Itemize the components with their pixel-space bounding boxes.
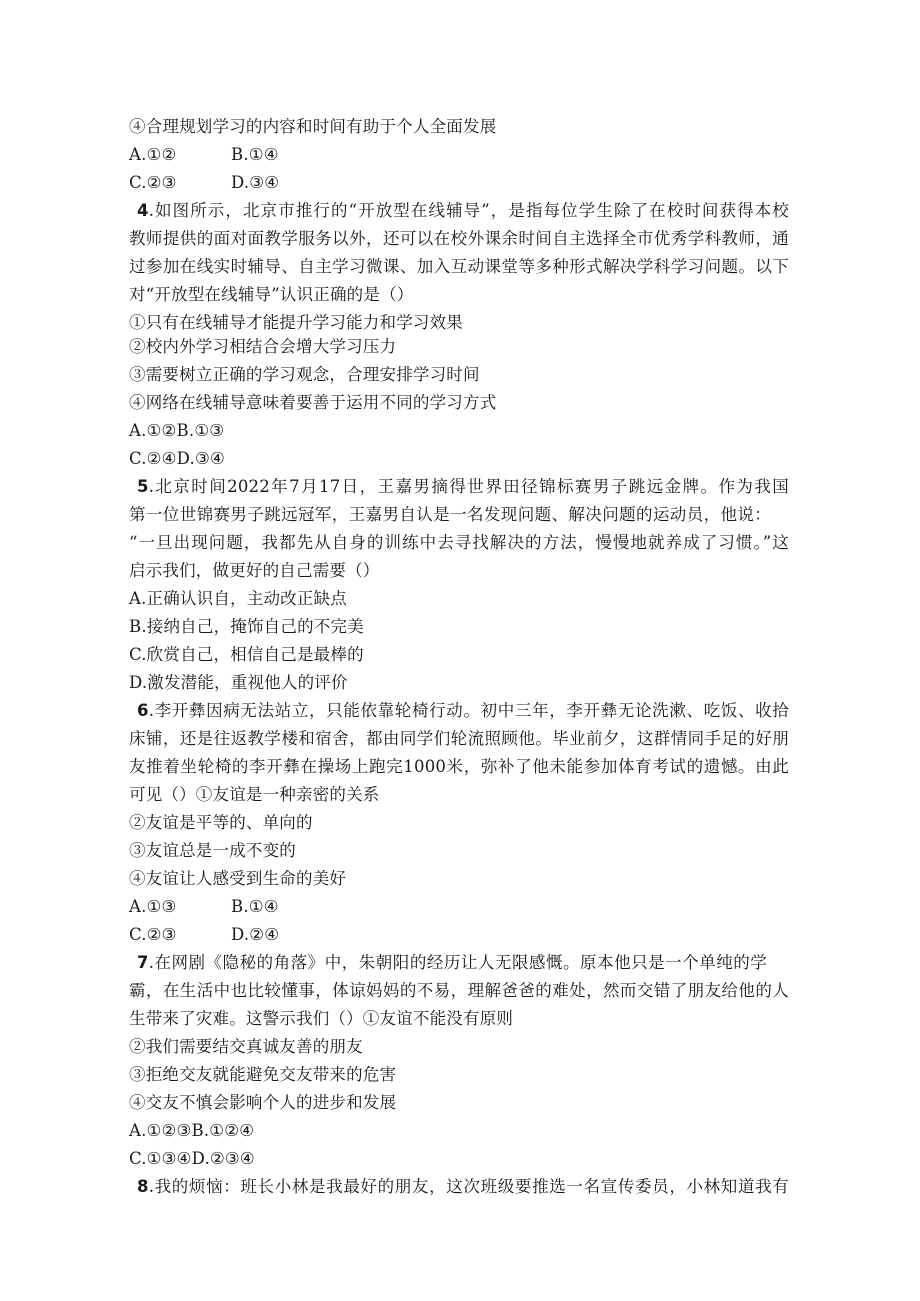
q6-stem-line-3: 友推着坐轮椅的李开彝在操场上跑完1000米，弥补了他未能参加体育考试的遗憾。由此: [129, 757, 789, 776]
q6-option-d: D.②④: [231, 925, 280, 944]
q4-item-2: ②校内外学习相结合会增大学习压力: [129, 337, 397, 356]
q5-stem-line-4: 启示我们，做更好的自己需要（）: [129, 561, 380, 580]
q7-stem-line-2: 霸，在生活中也比较懂事，体谅妈妈的不易，理解爸爸的难处，然而交错了朋友给他的人: [129, 981, 789, 1000]
q4-stem-line-1: 4.如图所示，北京市推行的“开放型在线辅导”，是指每位学生除了在校时间获得本校: [137, 201, 789, 220]
q4-item-4: ④网络在线辅导意味着要善于运用不同的学习方式: [129, 393, 497, 412]
q5-stem-line-2: 第一位世锦赛男子跳远冠军，王嘉男自认是一名发现问题、解决问题的运动员，他说：: [129, 505, 771, 524]
q3-item-4: ④合理规划学习的内容和时间有助于个人全面发展: [129, 117, 497, 136]
q5-option-d: D.激发潜能，重视他人的评价: [129, 673, 348, 692]
q7-options-ab: A.①②③B.①②④: [129, 1121, 255, 1140]
q6-item-2: ②友谊是平等的、单向的: [129, 813, 313, 832]
q6-stem-line-2: 床铺，还是往返教学楼和宿舍，都由同学们轮流照顾他。毕业前夕，这群情同手足的好朋: [129, 729, 789, 748]
q5-stem-line-3: “一旦出现问题，我都先从自身的训练中去寻找解决的方法，慢慢地就养成了习惯。”这: [129, 533, 789, 552]
q7-stem-line-3: 生带来了灾难。这警示我们（）①友谊不能没有原则: [129, 1009, 514, 1028]
q8-stem-line-1: 8.我的烦恼：班长小林是我最好的朋友，这次班级要推选一名宣传委员，小林知道我有: [137, 1177, 789, 1196]
q3-options-ab: [129, 144, 279, 166]
q4-item-1: ①只有在线辅导才能提升学习能力和学习效果: [129, 313, 463, 332]
q6-item-3: ③友谊总是一成不变的: [129, 841, 296, 860]
q7-options-cd: C.①③④D.②③④: [129, 1149, 255, 1168]
q7-item-4: ④交友不慎会影响个人的进步和发展: [129, 1093, 397, 1112]
q6-stem-line-1: 6.李开彝因病无法站立，只能依靠轮椅行动。初中三年，李开彝无论洗漱、吃饭、收拾: [137, 701, 789, 720]
q6-option-a: A.①③: [129, 897, 177, 916]
q7-item-3: ③拒绝交友就能避免交友带来的危害: [129, 1065, 397, 1084]
q5-option-c: C.欣赏自己，相信自己是最棒的: [129, 645, 364, 664]
q8-number: 8: [137, 1177, 149, 1196]
q5-option-a: A.正确认识自，主动改正缺点: [129, 589, 347, 608]
q6-number: 6: [137, 701, 149, 720]
q4-stem-line-2: 教师提供的面对面教学服务以外，还可以在校外课余时间自主选择全市优秀学科教师，通: [129, 229, 789, 248]
q3-option-c: C.②③: [129, 173, 177, 192]
q3-option-d: D.③④: [231, 173, 280, 192]
q6-options-ab: [129, 896, 279, 918]
q6-options-cd: [129, 924, 279, 946]
q3-options-cd: [129, 172, 279, 194]
q7-stem-line-1: 7.在网剧《隐秘的角落》中，朱朝阳的经历让人无限感慨。原本他只是一个单纯的学: [137, 953, 767, 972]
q4-stem-line-4: 对“开放型在线辅导”认识正确的是（）: [129, 285, 414, 304]
q7-item-2: ②我们需要结交真诚友善的朋友: [129, 1037, 363, 1056]
q3-option-a: A.①②: [129, 145, 177, 164]
q6-item-4: ④友谊让人感受到生命的美好: [129, 869, 347, 888]
q6-option-c: C.②③: [129, 925, 177, 944]
q4-stem-line-3: 过参加在线实时辅导、自主学习微课、加入互动课堂等多种形式解决学科学习问题。以下: [129, 257, 789, 276]
q5-stem-line-1: 5.北京时间2022年7月17日，王嘉男摘得世界田径锦标赛男子跳远金牌。作为我国: [137, 477, 789, 496]
q4-item-3: ③需要树立正确的学习观念，合理安排学习时间: [129, 365, 480, 384]
q5-number: 5: [137, 477, 149, 496]
q6-option-b: B.①④: [231, 897, 279, 916]
q3-option-b: B.①④: [231, 145, 279, 164]
q4-number: 4: [137, 201, 149, 220]
q6-stem-line-4: 可见（）①友谊是一种亲密的关系: [129, 785, 380, 804]
q5-option-b: B.接纳自己，掩饰自己的不完美: [129, 617, 364, 636]
q7-number: 7: [137, 953, 149, 972]
q4-options-cd: C.②④D.③④: [129, 449, 225, 468]
q4-options-ab: A.①②B.①③: [129, 421, 225, 440]
